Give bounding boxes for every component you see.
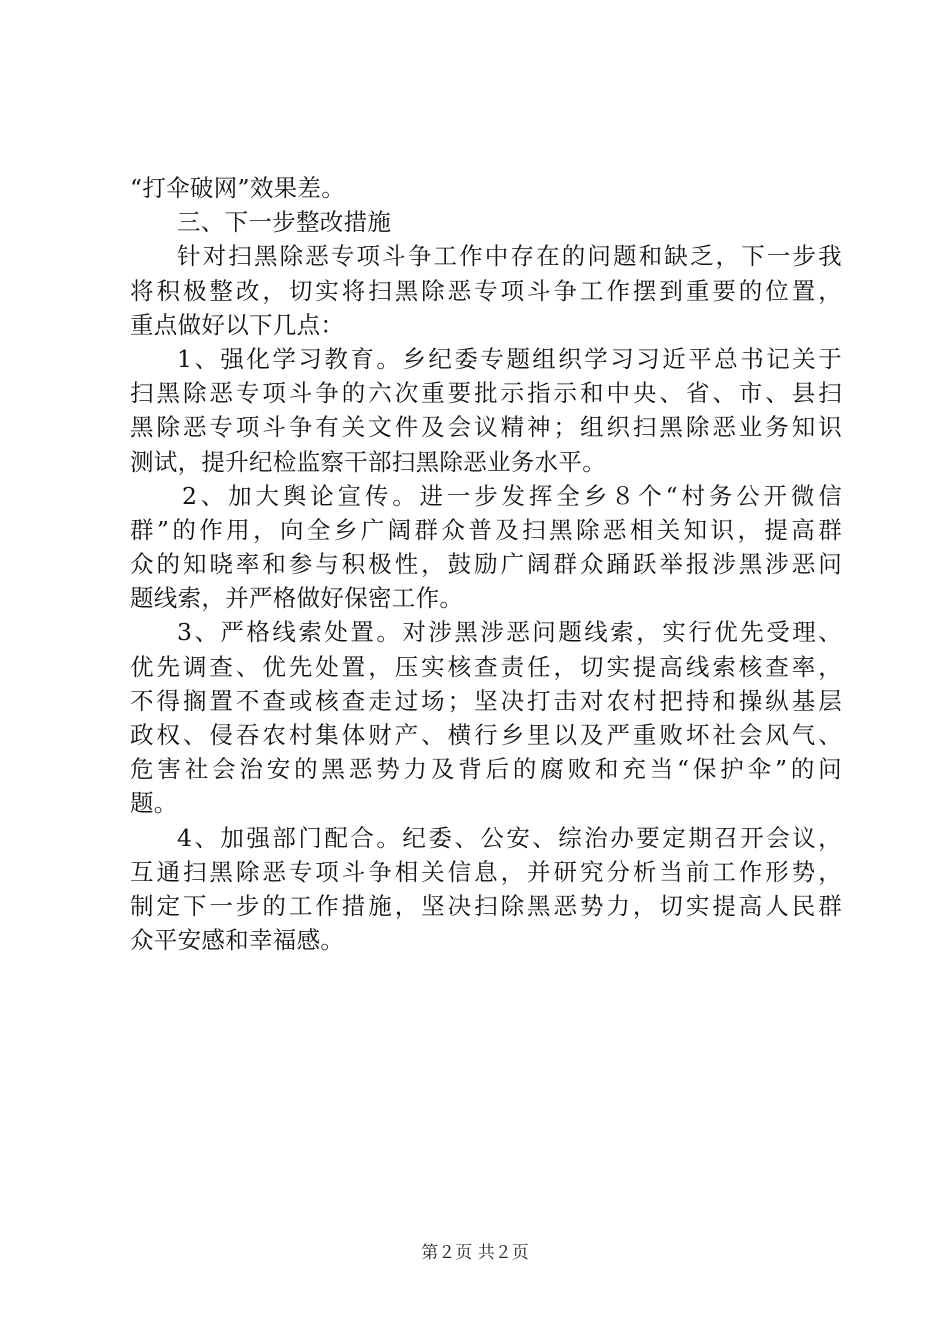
text-line: 题线索，并严格做好保密工作。: [130, 584, 464, 613]
text-line: 众的知晓率和参与积极性，鼓励广阔群众踊跃举报涉黑涉恶问: [130, 550, 842, 579]
text-line: 危害社会治安的黑恶势力及背后的腐败和充当“保护伞”的问: [130, 755, 842, 784]
text-line: 针对扫黑除恶专项斗争工作中存在的问题和缺乏，下一步我: [177, 242, 842, 271]
list-item-2-start: 2、加大舆论宣传。进一步发挥全乡８个“村务公开微信: [182, 481, 842, 510]
text-line: 扫黑除恶专项斗争的六次重要批示指示和中央、省、市、县扫: [130, 379, 842, 408]
text-line: 政权、侵吞农村集体财产、横行乡里以及严重败坏社会风气、: [130, 721, 842, 749]
list-item-3-start: 3、严格线索处置。对涉黑涉恶问题线索，实行优先受理、: [177, 618, 842, 647]
section-heading: 三、下一步整改措施: [177, 208, 392, 237]
text-line: 互通扫黑除恶专项斗争相关信息，并研究分析当前工作形势，: [130, 857, 842, 886]
text-line: 制定下一步的工作措施，坚决扫除黑恶势力，切实提高人民群: [130, 891, 842, 920]
text-line: 测试，提升纪检监察干部扫黑除恶业务水平。: [130, 447, 606, 476]
text-line: 重点做好以下几点：: [130, 310, 345, 339]
text-line: 群”的作用，向全乡广阔群众普及扫黑除恶相关知识，提高群: [130, 515, 842, 544]
list-item-4-start: 4、加强部门配合。纪委、公安、综治办要定期召开会议，: [177, 823, 842, 852]
text-line: “打伞破网”效果差。: [130, 174, 346, 202]
text-line: 黑除恶专项斗争有关文件及会议精神；组织扫黑除恶业务知识: [130, 413, 842, 442]
document-body: [130, 171, 842, 957]
text-line: 将积极整改，切实将扫黑除恶专项斗争工作摆到重要的位置，: [130, 276, 842, 305]
text-line: 题。: [130, 789, 178, 818]
list-item-1-start: 1、强化学习教育。乡纪委专题组织学习习近平总书记关于: [177, 344, 842, 373]
page-number-footer: 第２页 共２页: [421, 1243, 529, 1263]
text-line: 优先调查、优先处置，压实核查责任，切实提高线索核查率，: [130, 652, 842, 681]
text-line: 众平安感和幸福感。: [130, 926, 345, 955]
text-line: 不得搁置不查或核查走过场；坚决打击对农村把持和操纵基层: [130, 686, 842, 715]
